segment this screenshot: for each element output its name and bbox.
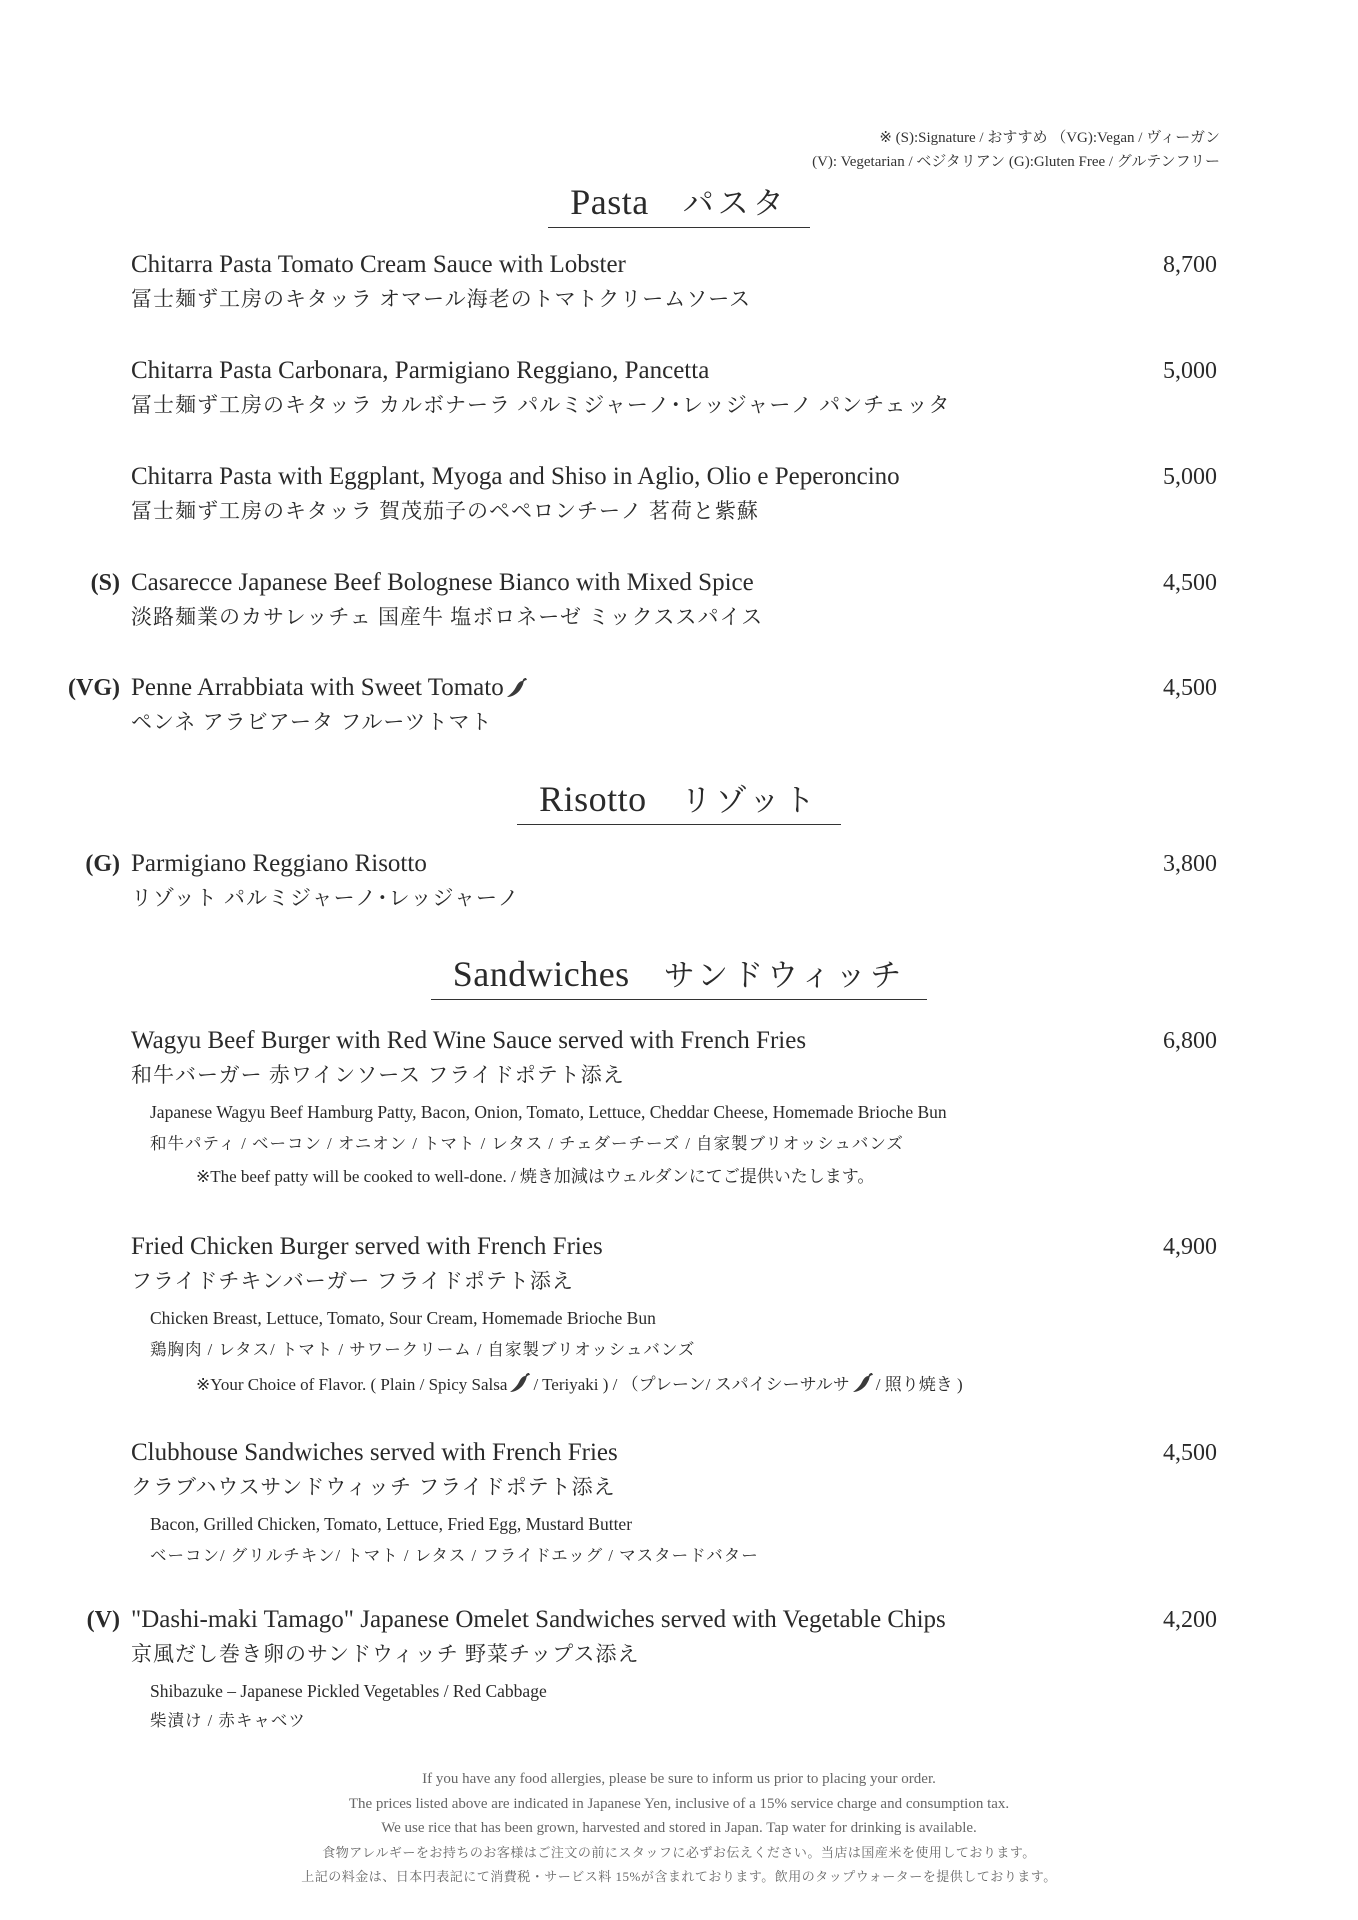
item-description-en: Chicken Breast, Lettuce, Tomato, Sour Cream, Homemade Brioche Bun — [150, 1308, 656, 1328]
item-description-jp: 和牛パティ / ベーコン / オニオン / トマト / レタス / チェダーチーズ / 自家製ブリオッシュバンズ — [150, 1134, 904, 1153]
section-title-pasta — [0, 178, 1358, 228]
item-name-en: Chitarra Pasta Carbonara, Parmigiano Reggiano, Pancetta — [131, 357, 710, 384]
diet-tag: (S) — [90, 570, 120, 596]
section-title-en: Sandwiches — [452, 954, 630, 994]
footer-line: We use rice that has been grown, harvested and stored in Japan. Tap water for drinking is available. — [381, 1820, 977, 1836]
diet-tag: (V) — [86, 1607, 120, 1633]
item-name-jp: クラブハウスサンドウィッチ フライドポテト添え — [131, 1475, 616, 1499]
item-name-en: "Dashi-maki Tamago" Japanese Omelet Sandwiches served with Vegetable Chips — [131, 1606, 946, 1633]
chili-pepper-icon — [504, 675, 530, 701]
footer-notes — [0, 1767, 1358, 1890]
legend-line-1: ※ (S):Signature / おすすめ （VG):Vegan / ヴィーガン — [879, 130, 1220, 146]
item-note: ※The beef patty will be cooked to well-done. / 焼き加減はウェルダンにてご提供いたします。 — [196, 1167, 875, 1186]
item-description-en: Japanese Wagyu Beef Hamburg Patty, Bacon, Onion, Tomato, Lettuce, Cheddar Cheese, Homemade Brioche Bun — [150, 1102, 947, 1122]
item-price: 8,700 — [1163, 252, 1217, 278]
item-note: ※Your Choice of Flavor. ( Plain / Spicy Salsa / Teriyaki ) / （プレーン/ スパイシーサルサ / 照り焼き ) — [196, 1370, 963, 1398]
diet-tag: (G) — [85, 851, 120, 877]
item-name-jp: リゾット パルミジャーノ･レッジャーノ — [131, 886, 520, 910]
footer-line: 上記の料金は、日本円表記にて消費税・サービス料 15%が含まれております。飲用のタップウォーターを提供しております。 — [301, 1869, 1057, 1884]
footer-line: 食物アレルギーをお持ちのお客様はご注文の前にスタッフに必ずお伝えください。当店は国産米を使用しております。 — [322, 1844, 1036, 1860]
item-name-en: Chitarra Pasta with Eggplant, Myoga and Shiso in Aglio, Olio e Peperoncino — [131, 463, 900, 490]
item-name-en: Casarecce Japanese Beef Bolognese Bianco with Mixed Spice — [131, 569, 754, 596]
diet-tag: (VG) — [68, 675, 120, 701]
item-price: 4,900 — [1163, 1234, 1217, 1260]
item-name-jp: 淡路麺業のカサレッチェ 国産牛 塩ボロネーゼ ミックススパイス — [131, 605, 764, 629]
item-name-jp: ペンネ アラビアータ フルーツトマト — [131, 710, 493, 734]
item-name-jp: 冨士麺ず工房のキタッラ カルボナーラ パルミジャーノ･レッジャーノ パンチェッタ — [131, 393, 951, 417]
item-description-jp: 柴漬け / 赤キャベツ — [150, 1711, 306, 1730]
item-name-en: Chitarra Pasta Tomato Cream Sauce with Lobster — [131, 251, 626, 278]
item-name-en: Fried Chicken Burger served with French Fries — [131, 1233, 603, 1260]
item-name-en: Parmigiano Reggiano Risotto — [131, 850, 427, 877]
footer-line: If you have any food allergies, please be sure to inform us prior to placing your order. — [422, 1771, 936, 1787]
section-title-jp: リゾット — [680, 783, 819, 818]
chili-pepper-icon — [850, 1370, 876, 1396]
item-price: 5,000 — [1163, 358, 1217, 384]
item-name-jp: 冨士麺ず工房のキタッラ 賀茂茄子のペペロンチーノ 茗荷と紫蘇 — [131, 499, 759, 523]
item-price: 3,800 — [1163, 851, 1217, 877]
item-name-en: Penne Arrabbiata with Sweet Tomato — [131, 672, 530, 704]
item-name-jp: 冨士麺ず工房のキタッラ オマール海老のトマトクリームソース — [131, 287, 752, 311]
section-title-en: Risotto — [539, 779, 647, 819]
item-description-jp: ベーコン/ グリルチキン/ トマト / レタス / フライドエッグ / マスタードバター — [150, 1546, 759, 1565]
dietary-legend — [812, 126, 1220, 174]
item-name-jp: 和牛バーガー 赤ワインソース フライドポテト添え — [131, 1063, 625, 1087]
item-price: 4,500 — [1163, 570, 1217, 596]
item-name-en: Wagyu Beef Burger with Red Wine Sauce served with French Fries — [131, 1027, 807, 1054]
item-name-en: Clubhouse Sandwiches served with French Fries — [131, 1439, 618, 1466]
item-name-jp: 京風だし巻き卵のサンドウィッチ 野菜チップス添え — [131, 1642, 640, 1666]
legend-line-2: (V): Vegetarian / ベジタリアン (G):Gluten Free / グルテンフリー — [812, 154, 1220, 170]
item-name-jp: フライドチキンバーガー フライドポテト添え — [131, 1269, 574, 1293]
section-title-en: Pasta — [570, 182, 649, 222]
footer-line: The prices listed above are indicated in Japanese Yen, inclusive of a 15% service charge and consumption tax. — [348, 1795, 1010, 1812]
item-description-jp: 鶏胸肉 / レタス/ トマト / サワークリーム / 自家製ブリオッシュバンズ — [150, 1340, 696, 1359]
item-price: 6,800 — [1163, 1028, 1217, 1054]
item-price: 4,500 — [1163, 1440, 1217, 1466]
section-title-risotto — [0, 775, 1358, 825]
item-price: 5,000 — [1163, 464, 1217, 490]
item-price: 4,200 — [1163, 1607, 1217, 1633]
item-description-en: Shibazuke – Japanese Pickled Vegetables / Red Cabbage — [150, 1681, 547, 1701]
item-description-en: Bacon, Grilled Chicken, Tomato, Lettuce, Fried Egg, Mustard Butter — [150, 1514, 633, 1534]
chili-pepper-icon — [507, 1370, 533, 1396]
item-price: 4,500 — [1163, 675, 1217, 701]
section-title-jp: パスタ — [682, 186, 788, 221]
section-title-jp: サンドウィッチ — [663, 958, 906, 993]
section-title-sandwiches — [0, 950, 1358, 1000]
